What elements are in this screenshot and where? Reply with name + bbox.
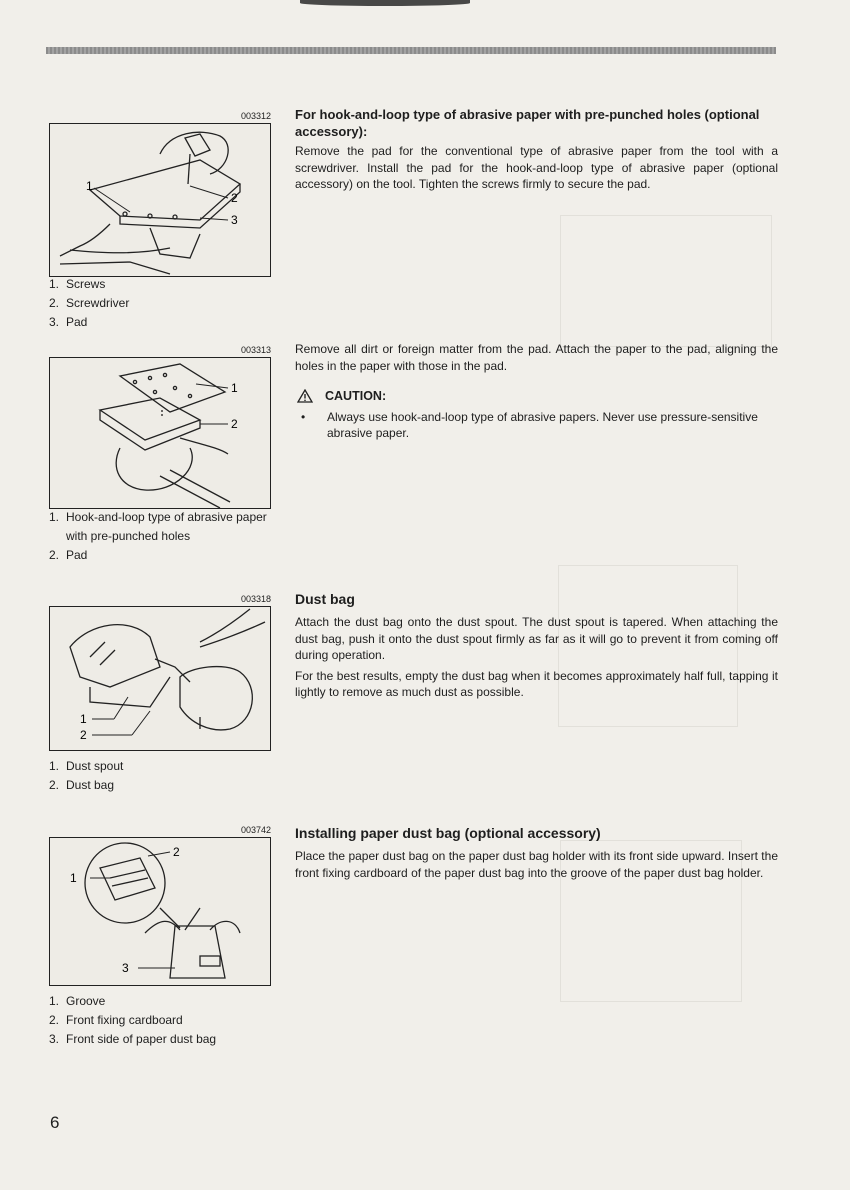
legend-item: 2. Front fixing cardboard (49, 1013, 183, 1027)
figure-legend (49, 508, 289, 565)
legend-item: 1. Screws (49, 277, 106, 291)
illustration-hook-loop-paper (49, 357, 271, 509)
section-paper-dust-bag (295, 825, 778, 885)
section-heading: For hook-and-loop type of abrasive paper with pre-punched holes (optional accessory): (295, 107, 760, 139)
caution-text: Always use hook-and-loop type of abrasive papers. Never use pressure-sensitive abrasive paper. (327, 409, 758, 440)
illustration-screwdriver-pad (49, 123, 271, 277)
figure-legend (49, 992, 289, 1049)
illustration-paper-dust-bag (49, 837, 271, 986)
header-rule (46, 47, 776, 54)
section-paragraph: Remove all dirt or foreign matter from the pad. Attach the paper to the pad, aligning the holes in the paper with those in the pad. (295, 342, 778, 373)
legend-item: 2. Screwdriver (49, 296, 130, 310)
legend-item: 1. Groove (49, 994, 106, 1008)
callout-2: 2 (231, 191, 238, 205)
callout-1: 1 (80, 712, 87, 726)
figure-code: 003318 (240, 594, 271, 604)
legend-item: 3. Front side of paper dust bag (49, 1032, 217, 1046)
figure-legend (49, 275, 289, 332)
legend-item: 1. Hook-and-loop type of abrasive paper with pre-punched holes (49, 510, 267, 543)
figure-code: 003312 (240, 111, 271, 121)
section-attach-paper (295, 341, 778, 442)
figure-legend (49, 757, 289, 795)
section-paragraph: Remove the pad for the conventional type of abrasive paper from the tool with a screwdriver. Install the pad for the hook-and-loop type of abrasive paper (optional accessory) on the tool. Tighten the screws firmly to secure the pad. (295, 144, 778, 191)
callout-3: 3 (122, 961, 129, 975)
section-paragraph: Place the paper dust bag on the paper dust bag holder with its front side upward. Insert the front fixing cardboard of the paper dust bag into the groove of the paper dust bag holder. (295, 849, 778, 880)
bullet-icon: • (301, 409, 306, 424)
top-edge-shadow (300, 0, 470, 6)
section-hook-loop (295, 106, 778, 197)
sander-screwdriver-illustration (50, 124, 270, 276)
callout-3: 3 (231, 213, 238, 227)
section-heading: Dust bag (295, 591, 355, 607)
callout-1: 1 (70, 871, 77, 885)
callout-2: 2 (173, 845, 180, 859)
legend-item: 2. Dust bag (49, 778, 115, 792)
legend-item: 3. Pad (49, 315, 88, 329)
sander-dust-bag-illustration (50, 607, 270, 750)
figure-code: 003313 (240, 345, 271, 355)
section-heading: Installing paper dust bag (optional accessory) (295, 825, 601, 841)
figure-code: 003742 (240, 825, 271, 835)
sander-paper-illustration (50, 358, 270, 508)
page-number: 6 (50, 1113, 60, 1132)
section-paragraph: For the best results, empty the dust bag when it becomes approximately half full, tapping it lightly to remove as much dust as possible. (295, 668, 778, 699)
bleed-through (560, 215, 772, 347)
warning-triangle-icon (297, 389, 313, 403)
section-paragraph: Attach the dust bag onto the dust spout. The dust spout is tapered. When attaching the dust bag, push it onto the dust spout firmly as far as it will go to prevent it from coming off during operation. (295, 615, 778, 662)
section-dust-bag (295, 591, 778, 705)
callout-2: 2 (80, 728, 87, 742)
caution-heading (295, 388, 778, 405)
legend-item: 1. Dust spout (49, 759, 124, 773)
callout-2: 2 (231, 417, 238, 431)
callout-1: 1 (231, 381, 238, 395)
legend-item: 2. Pad (49, 548, 88, 562)
caution-item (295, 409, 778, 442)
illustration-dust-bag (49, 606, 271, 751)
callout-1: 1 (86, 179, 93, 193)
caution-label: CAUTION: (325, 389, 387, 403)
paper-dust-bag-illustration (50, 838, 270, 985)
